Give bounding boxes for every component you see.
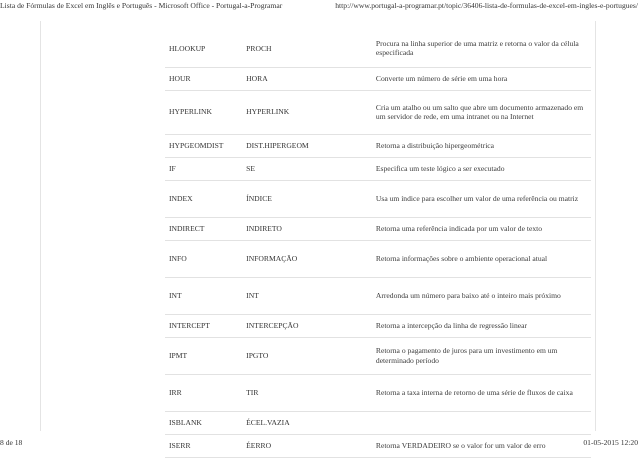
table-row bbox=[165, 30, 591, 67]
function-description: Cria um atalho ou um salto que abre um documento armazenado em um servidor de rede, em uma intranet ou na Internet bbox=[372, 90, 591, 134]
portuguese-function-name: HORA bbox=[242, 67, 372, 90]
function-description: Retorna a taxa interna de retorno de uma série de fluxos de caixa bbox=[372, 374, 591, 411]
english-function-name: HLOOKUP bbox=[165, 30, 242, 67]
portuguese-function-name: TIR bbox=[242, 374, 372, 411]
portuguese-function-name: SE bbox=[242, 157, 372, 180]
english-function-name: IPMT bbox=[165, 337, 242, 374]
portuguese-function-name: DIST.HIPERGEOM bbox=[242, 134, 372, 157]
portuguese-function-name: ÍNDICE bbox=[242, 180, 372, 217]
table-row bbox=[165, 411, 591, 434]
english-function-name: ISERR bbox=[165, 434, 242, 457]
portuguese-function-name: HYPERLINK bbox=[242, 90, 372, 134]
english-function-name: HYPERLINK bbox=[165, 90, 242, 134]
function-description bbox=[372, 411, 591, 434]
portuguese-function-name: INTERCEPÇÃO bbox=[242, 314, 372, 337]
english-function-name: ISBLANK bbox=[165, 411, 242, 434]
function-description: Especifica um teste lógico a ser executado bbox=[372, 157, 591, 180]
table-row bbox=[165, 240, 591, 277]
excel-function-table bbox=[165, 30, 591, 458]
print-header bbox=[0, 0, 638, 12]
table-row bbox=[165, 90, 591, 134]
table-row bbox=[165, 337, 591, 374]
english-function-name: HOUR bbox=[165, 67, 242, 90]
table-row bbox=[165, 314, 591, 337]
function-table-body bbox=[165, 30, 591, 457]
english-function-name: INDIRECT bbox=[165, 217, 242, 240]
english-function-name: INFO bbox=[165, 240, 242, 277]
english-function-name: INT bbox=[165, 277, 242, 314]
table-row bbox=[165, 277, 591, 314]
function-description: Arredonda um número para baixo até o inteiro mais próximo bbox=[372, 277, 591, 314]
portuguese-function-name: INDIRETO bbox=[242, 217, 372, 240]
function-description: Retorna informações sobre o ambiente operacional atual bbox=[372, 240, 591, 277]
portuguese-function-name: INFORMAÇÃO bbox=[242, 240, 372, 277]
page-number: 8 de 18 bbox=[0, 438, 23, 447]
function-description: Retorna o pagamento de juros para um investimento em um determinado período bbox=[372, 337, 591, 374]
print-footer bbox=[0, 437, 638, 449]
function-description: Usa um índice para escolher um valor de uma referência ou matriz bbox=[372, 180, 591, 217]
function-description: Retorna uma referência indicada por um valor de texto bbox=[372, 217, 591, 240]
function-description: Retorna VERDADEIRO se o valor for um valor de erro bbox=[372, 434, 591, 457]
portuguese-function-name: INT bbox=[242, 277, 372, 314]
english-function-name: INTERCEPT bbox=[165, 314, 242, 337]
function-description: Converte um número de série em uma hora bbox=[372, 67, 591, 90]
print-datetime: 01-05-2015 12:20 bbox=[583, 438, 638, 447]
table-row bbox=[165, 134, 591, 157]
function-description: Retorna a distribuição hipergeométrica bbox=[372, 134, 591, 157]
english-function-name: IRR bbox=[165, 374, 242, 411]
portuguese-function-name: ÉCEL.VAZIA bbox=[242, 411, 372, 434]
table-row bbox=[165, 180, 591, 217]
table-row bbox=[165, 374, 591, 411]
portuguese-function-name: IPGTO bbox=[242, 337, 372, 374]
function-description: Retorna a intercepção da linha de regressão linear bbox=[372, 314, 591, 337]
table-row bbox=[165, 67, 591, 90]
table-row bbox=[165, 217, 591, 240]
english-function-name: HYPGEOMDIST bbox=[165, 134, 242, 157]
english-function-name: IF bbox=[165, 157, 242, 180]
portuguese-function-name: PROCH bbox=[242, 30, 372, 67]
print-header-url[interactable]: http://www.portugal-a-programar.pt/topic/36406-lista-de-formulas-de-excel-em-ingles-e-portugues/ bbox=[335, 1, 638, 10]
portuguese-function-name: ÉERRO bbox=[242, 434, 372, 457]
function-description: Procura na linha superior de uma matriz e retorna o valor da célula especificada bbox=[372, 30, 591, 67]
english-function-name: INDEX bbox=[165, 180, 242, 217]
print-header-title: Lista de Fórmulas de Excel em Inglês e Português - Microsoft Office - Portugal-a-Programar bbox=[0, 1, 283, 10]
page-content bbox=[40, 21, 596, 450]
table-row bbox=[165, 157, 591, 180]
